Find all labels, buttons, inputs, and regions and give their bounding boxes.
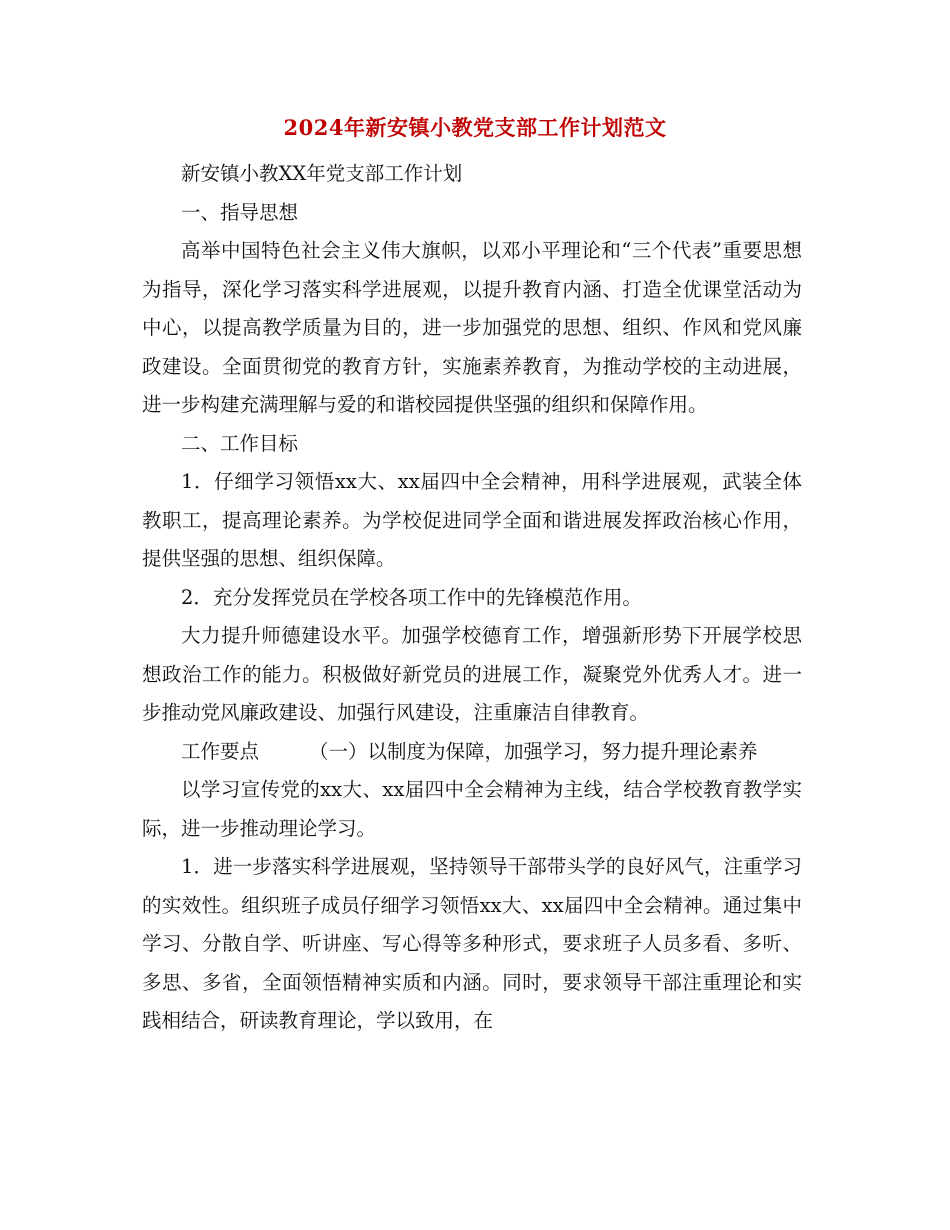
paragraph-study-1: 1．进一步落实科学进展观，坚持领导干部带头学的良好风气，注重学习的实效性。组织班子成员仔细学习领悟xx大、xx届四中全会精神。通过集中学习、分散自学、听讲座、写心得等多种形式，要求班子人员多看、多听、多思、多省，全面领悟精神实质和内涵。同时，要求领导干部注重理论和实践相结合，研读教育理论，学以致用，在 (142, 855, 802, 1032)
paragraph-goal-2: 2．充分发挥党员在学校各项工作中的先锋模范作用。 (181, 585, 642, 609)
paragraph-goal-1: 1．仔细学习领悟xx大、xx届四中全会精神，用科学进展观，武装全体教职工，提高理论素养。为学校促进同学全面和谐进展发挥政治核心作用，提供坚强的思想、组织保障。 (142, 470, 802, 570)
paragraph-study-mainline: 以学习宣传党的xx大、xx届四中全会精神为主线，结合学校教育教学实际，进一步推动理论学习。 (142, 778, 802, 840)
key-points-row (142, 733, 802, 772)
section-heading-guiding-thought: 一、指导思想 (181, 200, 299, 224)
key-points-heading: （一）以制度为保障，加强学习，努力提升理论素养 (309, 739, 758, 763)
paragraph-guiding-thought: 高举中国特色社会主义伟大旗帜，以邓小平理论和“三个代表”重要思想为指导，深化学习落实科学进展观，以提升教育内涵、打造全优课堂活动为中心，以提高教学质量为目的，进一步加强党的思想、组织、作风和党风廉政建设。全面贯彻党的教育方针，实施素养教育，为推动学校的主动进展，进一步构建充满理解与爱的和谐校园提供坚强的组织和保障作用。 (142, 239, 802, 416)
paragraph-ethics: 大力提升师德建设水平。加强学校德育工作，增强新形势下开展学校思想政治工作的能力。积极做好新党员的进展工作，凝聚党外优秀人才。进一步推动党风廉政建设、加强行风建设，注重廉洁自律教育。 (142, 624, 802, 724)
document-title: 2024年新安镇小教党支部工作计划范文 (283, 115, 667, 140)
key-points-label: 工作要点 (181, 739, 260, 763)
paragraph-subtitle: 新安镇小教XX年党支部工作计划 (181, 162, 463, 185)
section-heading-work-goals: 二、工作目标 (181, 431, 299, 455)
document-body (142, 155, 802, 1041)
